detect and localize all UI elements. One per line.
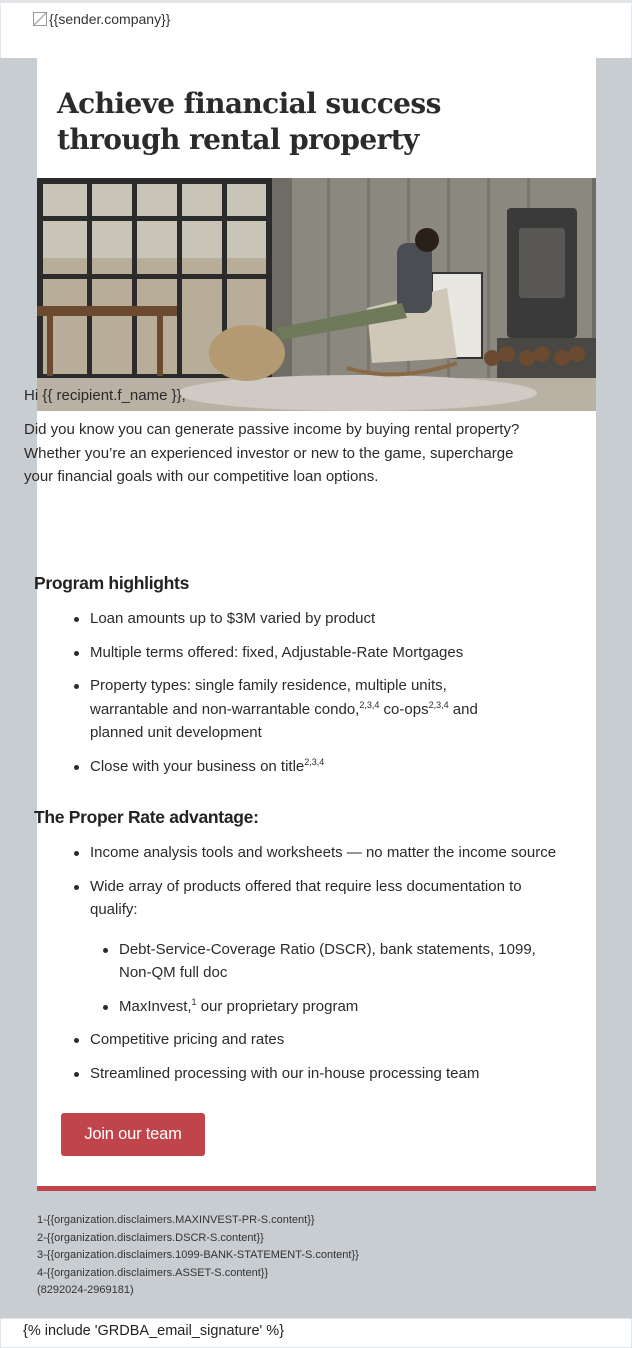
program-highlights-heading: Program highlights: [34, 573, 190, 593]
list-item: Wide array of products offered that require less documentation to qualify: Debt-Service-Coverage Ratio (DSCR), bank statements, 1099, Non-QM full doc MaxInvest,$^1$ our proprietary program: [70, 875, 570, 1019]
company-logo-alt-text: {{sender.company}}: [49, 11, 171, 27]
advantage-sublist: [99, 938, 545, 1019]
program-highlights-list: [70, 607, 520, 788]
list-item: Income analysis tools and worksheets — no matter the income source: [70, 841, 570, 865]
footnote-ref: 2,3,4: [428, 699, 449, 710]
greeting: Hi {{ recipient.f_name }},: [24, 387, 186, 404]
disclaimers: [37, 1212, 359, 1300]
disclaimer-line: 1-{{organization.disclaimers.MAXINVEST-PR-S.content}}: [37, 1214, 315, 1226]
disclaimer-code: (8292024-2969181): [37, 1284, 134, 1296]
intro-paragraph: Did you know you can generate passive income by buying rental property? Whether you’re an experienced investor or new to the game, supercharge your financial goals with our competitive loan options.: [24, 421, 520, 485]
list-item: Debt-Service-Coverage Ratio (DSCR), bank statements, 1099, Non-QM full doc: [99, 938, 545, 985]
disclaimer-line: 2-{{organization.disclaimers.DSCR-S.content}}: [37, 1231, 264, 1244]
hero-illustration: [37, 178, 596, 411]
list-item: Property types: single family residence, multiple units, warrantable and non-warrantable condo,$^{2,3,4}$ co-ops$^{2,3,4}$ and planned unit development: [70, 674, 520, 745]
list-item: MaxInvest,$^1$ our proprietary program: [99, 995, 545, 1019]
list-item: Competitive pricing and rates: [70, 1028, 570, 1052]
hero-image: [37, 178, 596, 411]
email-headline: Achieve financial success through rental property: [57, 87, 441, 156]
company-logo[interactable]: [33, 11, 170, 27]
footnote-ref: 1: [191, 996, 197, 1007]
card-accent-bar: [37, 1186, 596, 1191]
footnote-ref: 2,3,4: [304, 756, 325, 767]
join-our-team-button[interactable]: Join our team: [61, 1113, 205, 1156]
disclaimer-line: 3-{{organization.disclaimers.1099-BANK-STATEMENT-S.content}}: [37, 1249, 359, 1261]
list-item: Loan amounts up to $3M varied by product: [70, 607, 520, 631]
list-item: Close with your business on title$^{2,3,4}$: [70, 755, 520, 779]
list-item: Multiple terms offered: fixed, Adjustable-Rate Mortgages: [70, 641, 520, 665]
footnote-ref: 2,3,4: [359, 699, 380, 710]
advantage-list: [70, 841, 570, 1095]
disclaimer-line: 4-{{organization.disclaimers.ASSET-S.content}}: [37, 1266, 269, 1279]
advantage-heading: The Proper Rate advantage:: [34, 807, 259, 827]
email-signature-include: {% include 'GRDBA_email_signature' %}: [23, 1323, 285, 1339]
logo-row: [0, 3, 632, 58]
email-footer: [0, 1318, 632, 1348]
broken-image-icon: [33, 12, 47, 26]
list-item: Streamlined processing with our in-house processing team: [70, 1062, 570, 1086]
